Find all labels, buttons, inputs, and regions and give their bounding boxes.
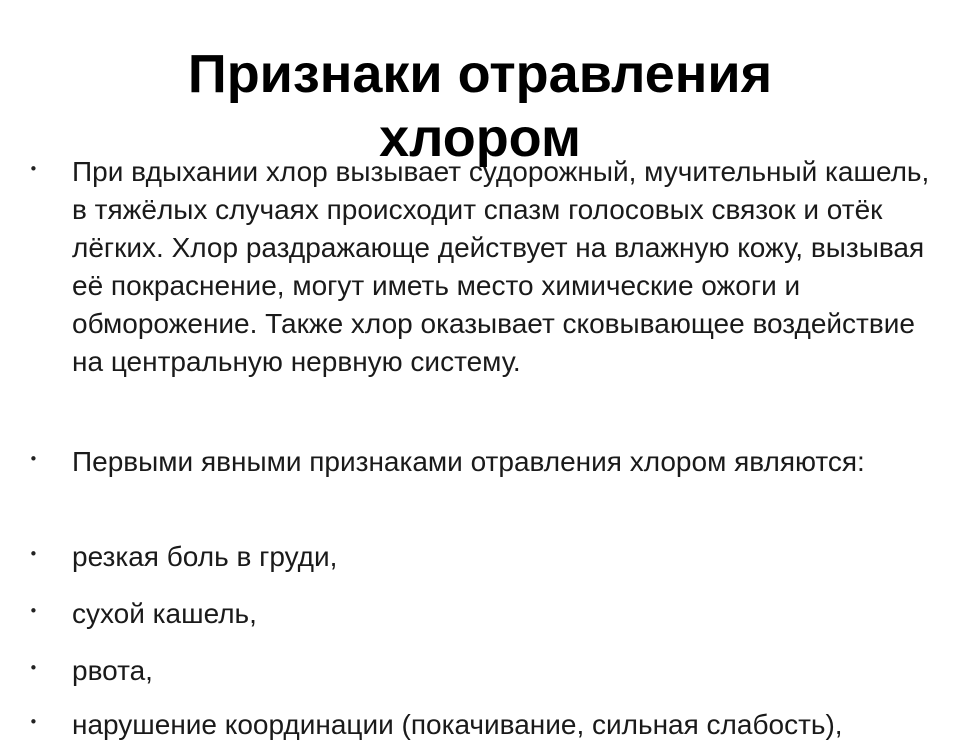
bullet-marker: •: [29, 713, 38, 731]
bullet-text: Первыми явными признаками отравления хлором являются:: [72, 446, 865, 477]
bullet-marker: •: [29, 659, 38, 677]
bullet-text: нарушение координации (покачивание, сильная слабость),: [72, 709, 843, 740]
bullet-text: сухой кашель,: [72, 598, 257, 629]
bullet-text: При вдыхании хлор вызывает судорожный, мучительный кашель, в тяжёлых случаях происходит спазм голосовых связок и отёк лёгких. Хлор раздражающе действует на влажную кожу, вызывая её покраснение, могут иметь место химические ожоги и обморожение. Также хлор оказывает сковывающее воздействие на центральную нервную систему.: [72, 156, 930, 377]
bullet-text: рвота,: [72, 655, 153, 686]
bullet-marker: •: [29, 450, 38, 468]
bullet-text: резкая боль в груди,: [72, 541, 338, 572]
bullet-marker: •: [29, 160, 38, 178]
slide-title: Признаки отравления хлором: [187, 44, 773, 168]
bullet-marker: •: [29, 545, 38, 563]
bullet-marker: •: [29, 602, 38, 620]
